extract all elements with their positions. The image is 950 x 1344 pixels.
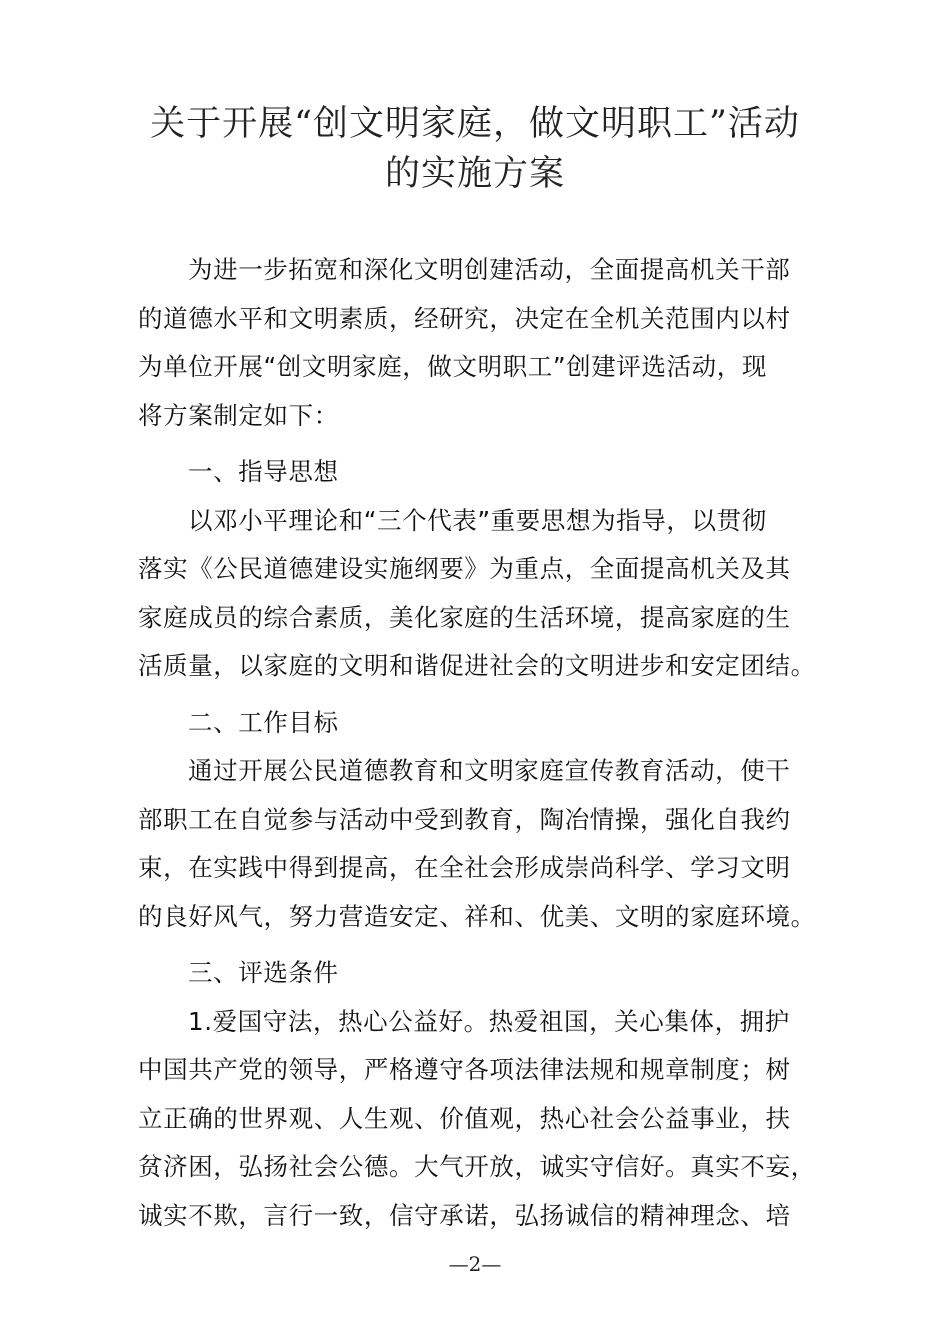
paragraph-line: 家庭成员的综合素质，美化家庭的生活环境，提高家庭的生 [138, 602, 791, 632]
paragraph-line: 1.爱国守法，热心公益好。热爱祖国，关心集体，拥护 [188, 1006, 790, 1036]
paragraph-line: 的良好风气，努力营造安定、祥和、优美、文明的家庭环境。 [138, 901, 816, 931]
document-title-line-2: 的实施方案 [384, 154, 565, 194]
document-title-line-1: 关于开展“创文明家庭，做文明职工”活动 [150, 104, 800, 144]
paragraph-line: 为进一步拓宽和深化文明创建活动，全面提高机关干部 [188, 255, 791, 284]
paragraph-line: 通过开展公民道德教育和文明家庭宣传教育活动，使干 [188, 756, 791, 785]
paragraph-line: 部职工在自觉参与活动中受到教育，陶冶情操，强化自我约 [138, 804, 791, 834]
paragraph-line: 中国共产党的领导，严格遵守各项法律法规和规章制度；树 [138, 1055, 791, 1084]
document-body [138, 246, 818, 1240]
paragraph-line: 束，在实践中得到提高，在全社会形成崇尚科学、学习文明 [138, 853, 791, 882]
paragraph-line: 落实《公民道德建设实施纲要》为重点，全面提高机关及其 [138, 554, 791, 583]
paragraph-line: 的道德水平和文明素质，经研究，决定在全机关范围内以村 [138, 303, 791, 333]
paragraph-line: 立正确的世界观、人生观、价值观，热心社会公益事业，扶 [138, 1103, 791, 1133]
section-heading: 一、指导思想 [188, 457, 339, 486]
paragraph-line: 活质量，以家庭的文明和谐促进社会的文明进步和安定团结。 [138, 651, 816, 680]
section-heading: 二、工作目标 [188, 707, 339, 737]
paragraph-line: 贫济困，弘扬社会公德。大气开放，诚实守信好。真实不妄， [138, 1152, 816, 1181]
section-heading: 三、评选条件 [188, 958, 339, 987]
page-number: —2— [448, 1252, 502, 1276]
paragraph-line: 以邓小平理论和“三个代表”重要思想为指导，以贯彻 [188, 505, 767, 535]
paragraph-line: 为单位开展“创文明家庭，做文明职工”创建评选活动，现 [138, 352, 767, 381]
paragraph-line: 诚实不欺，言行一致，信守承诺，弘扬诚信的精神理念、培 [138, 1200, 791, 1230]
paragraph-line: 将方案制定如下： [138, 400, 339, 430]
